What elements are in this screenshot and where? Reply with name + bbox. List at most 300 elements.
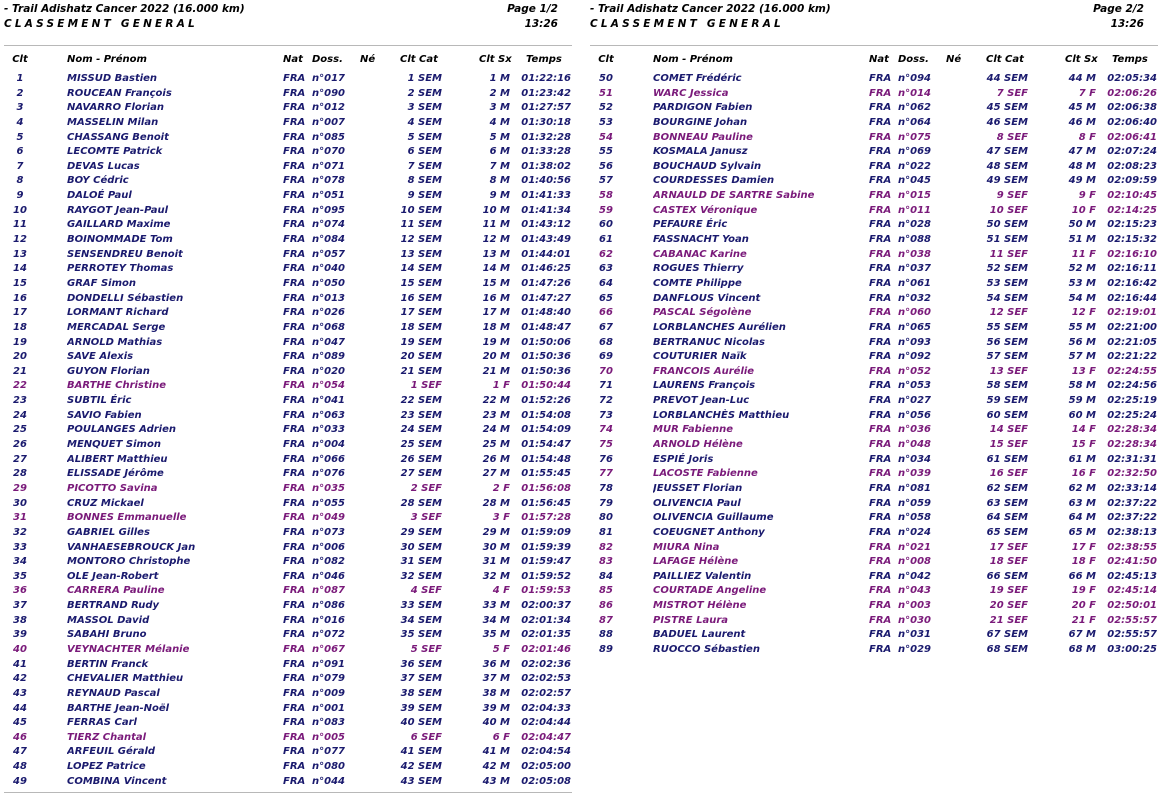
results-page-1 [0, 0, 575, 795]
cell-cat: 53 SEM [986, 277, 1028, 289]
table-row [586, 643, 1161, 658]
cell-nat: FRA [283, 365, 306, 377]
cell-doss: n°041 [312, 395, 345, 407]
cell-doss: n°074 [312, 219, 345, 231]
cell-nom: BARTHE Jean-Noël [67, 702, 170, 714]
table-row [586, 174, 1161, 189]
cell-doss: n°011 [898, 204, 931, 216]
table-row [586, 116, 1161, 131]
cell-sx: 10 M [482, 204, 510, 216]
cell-sx: 47 M [1068, 146, 1096, 158]
cell-temps: 02:25:19 [1107, 395, 1157, 407]
table-row [586, 541, 1161, 556]
cell-sx: 65 M [1068, 526, 1096, 538]
cell-cat: 4 SEM [407, 116, 442, 128]
cell-doss: n°077 [312, 746, 345, 758]
cell-clt: 38 [13, 614, 27, 626]
table-row [0, 116, 575, 131]
cell-nat: FRA [283, 775, 306, 787]
cell-nat: FRA [869, 219, 892, 231]
cell-sx: 48 M [1068, 160, 1096, 172]
print-time: 13:26 [524, 18, 558, 30]
table-row [0, 336, 575, 351]
col-nom: Nom - Prénom [67, 54, 147, 65]
cell-nat: FRA [283, 497, 306, 509]
cell-nom: TIERZ Chantal [67, 731, 147, 743]
cell-nom: SENSENDREU Benoit [67, 248, 183, 260]
cell-nom: BOY Cédric [67, 175, 129, 187]
cell-sx: 8 M [489, 175, 510, 187]
cell-sx: 25 M [482, 439, 510, 451]
cell-cat: 18 SEF [989, 556, 1028, 568]
cell-temps: 02:21:00 [1107, 321, 1157, 333]
cell-sx: 20 M [482, 351, 510, 363]
cell-clt: 69 [599, 351, 613, 363]
cell-doss: n°055 [312, 497, 345, 509]
cell-sx: 3 F [492, 512, 510, 524]
cell-nom: PISTRE Laura [653, 614, 729, 626]
cell-nat: FRA [283, 585, 306, 597]
cell-temps: 01:55:45 [521, 468, 571, 480]
cell-doss: n°059 [898, 497, 931, 509]
cell-clt: 1 [16, 73, 24, 84]
cell-cat: 65 SEM [986, 526, 1028, 538]
cell-nat: FRA [869, 292, 892, 304]
table-row [586, 497, 1161, 512]
cell-temps: 01:54:08 [521, 409, 571, 421]
table-row [0, 379, 575, 394]
cell-nom: MIURA Nina [653, 541, 720, 553]
table-row [586, 160, 1161, 175]
cell-sx: 23 M [482, 409, 510, 421]
table-row [586, 599, 1161, 614]
cell-doss: n°032 [898, 292, 931, 304]
cell-temps: 01:50:44 [521, 380, 571, 392]
table-row [586, 277, 1161, 292]
col-sx: Clt Sx [479, 54, 512, 65]
cell-nat: FRA [869, 277, 892, 289]
cell-nat: FRA [283, 717, 306, 729]
cell-clt: 24 [13, 409, 27, 421]
table-row [586, 423, 1161, 438]
cell-clt: 34 [13, 556, 27, 568]
cell-sx: 50 M [1068, 219, 1096, 231]
cell-cat: 19 SEM [400, 336, 442, 348]
cell-nat: FRA [869, 439, 892, 451]
cell-temps: 01:33:28 [521, 146, 571, 158]
cell-nat: FRA [283, 380, 306, 392]
cell-cat: 46 SEM [986, 116, 1028, 128]
cell-nom: DANFLOUS Vincent [653, 292, 761, 304]
cell-cat: 19 SEF [989, 585, 1028, 597]
cell-nom: GABRIEL Gilles [67, 526, 150, 538]
cell-sx: 57 M [1068, 351, 1096, 363]
cell-nat: FRA [283, 526, 306, 538]
cell-doss: n°049 [312, 512, 345, 524]
cell-nom: PREVOT Jean-Luc [653, 395, 750, 407]
cell-nat: FRA [283, 409, 306, 421]
cell-nat: FRA [283, 219, 306, 231]
cell-nat: FRA [869, 204, 892, 216]
cell-nat: FRA [283, 73, 306, 84]
cell-doss: n°075 [898, 131, 931, 143]
cell-temps: 02:06:41 [1107, 131, 1157, 143]
cell-sx: 5 M [489, 131, 510, 143]
cell-nom: PASCAL Ségolène [653, 307, 752, 319]
table-row [0, 497, 575, 512]
cell-clt: 7 [16, 160, 24, 172]
header-divider [4, 45, 572, 46]
cell-nat: FRA [869, 512, 892, 524]
cell-temps: 01:50:36 [521, 365, 571, 377]
cell-cat: 2 SEM [407, 87, 442, 99]
cell-clt: 77 [599, 468, 613, 480]
cell-cat: 7 SEF [996, 87, 1028, 99]
table-row [0, 628, 575, 643]
cell-nom: WARC Jessica [653, 87, 729, 99]
cell-doss: n°057 [312, 248, 345, 260]
table-row [0, 321, 575, 336]
cell-doss: n°035 [312, 482, 345, 494]
cell-nom: FERRAS Carl [67, 717, 137, 729]
col-doss: Doss. [312, 54, 343, 65]
cell-nat: FRA [283, 292, 306, 304]
cell-sx: 67 M [1068, 629, 1096, 641]
cell-clt: 50 [599, 73, 613, 84]
cell-sx: 9 M [489, 190, 510, 202]
cell-temps: 02:10:45 [1107, 190, 1157, 202]
cell-nom: ARNAULD DE SARTRE Sabine [653, 190, 815, 202]
cell-nom: ELISSADE Jérôme [67, 468, 164, 480]
cell-temps: 02:05:08 [521, 775, 571, 787]
cell-temps: 01:46:25 [521, 263, 571, 275]
cell-temps: 02:45:14 [1107, 585, 1157, 597]
cell-temps: 02:04:44 [521, 717, 571, 729]
cell-doss: n°078 [312, 175, 345, 187]
cell-cat: 2 SEF [410, 482, 442, 494]
table-row [586, 87, 1161, 102]
cell-sx: 54 M [1068, 292, 1096, 304]
cell-nat: FRA [283, 570, 306, 582]
cell-nat: FRA [869, 629, 892, 641]
table-row [586, 72, 1161, 87]
cell-doss: n°014 [898, 87, 931, 99]
cell-clt: 29 [13, 482, 27, 494]
cell-nat: FRA [283, 643, 306, 655]
cell-sx: 1 M [489, 73, 510, 84]
cell-clt: 26 [13, 439, 27, 451]
cell-cat: 56 SEM [986, 336, 1028, 348]
cell-nat: FRA [869, 351, 892, 363]
cell-clt: 31 [13, 512, 27, 524]
cell-temps: 01:47:26 [521, 277, 571, 289]
cell-nom: COMET Frédéric [653, 73, 742, 84]
cell-temps: 02:06:26 [1107, 87, 1157, 99]
cell-cat: 13 SEF [989, 365, 1028, 377]
cell-sx: 15 M [482, 277, 510, 289]
cell-clt: 2 [16, 87, 24, 99]
table-row [0, 541, 575, 556]
cell-nat: FRA [283, 512, 306, 524]
cell-nat: FRA [283, 600, 306, 612]
table-row [0, 716, 575, 731]
table-row [586, 233, 1161, 248]
cell-sx: 20 F [1071, 600, 1096, 612]
cell-temps: 01:47:27 [521, 292, 571, 304]
table-row [0, 292, 575, 307]
cell-cat: 27 SEM [400, 468, 442, 480]
cell-nat: FRA [869, 600, 892, 612]
cell-doss: n°065 [898, 321, 931, 333]
cell-nom: BONNEAU Pauline [653, 131, 753, 143]
print-time: 13:26 [1110, 18, 1144, 30]
col-ne: Né [946, 54, 962, 65]
cell-sx: 63 M [1068, 497, 1096, 509]
cell-doss: n°095 [312, 204, 345, 216]
cell-nom: ARNOLD Mathias [67, 336, 163, 348]
cell-sx: 45 M [1068, 102, 1096, 114]
cell-nat: FRA [869, 175, 892, 187]
cell-nom: ROUCEAN François [67, 87, 172, 99]
cell-doss: n°083 [312, 717, 345, 729]
cell-clt: 47 [13, 746, 27, 758]
cell-doss: n°006 [312, 541, 345, 553]
cell-cat: 61 SEM [986, 453, 1028, 465]
cell-sx: 21 F [1071, 614, 1096, 626]
cell-doss: n°033 [312, 424, 345, 436]
cell-nom: COMBINA Vincent [67, 775, 167, 787]
cell-nat: FRA [283, 614, 306, 626]
cell-cat: 64 SEM [986, 512, 1028, 524]
table-row [586, 365, 1161, 380]
cell-sx: 2 F [492, 482, 510, 494]
cell-nat: FRA [869, 395, 892, 407]
cell-cat: 40 SEM [400, 717, 442, 729]
cell-clt: 43 [13, 687, 27, 699]
cell-nom: CHASSANG Benoit [67, 131, 169, 143]
race-title: - Trail Adishatz Cancer 2022 (16.000 km) [4, 3, 245, 15]
cell-nat: FRA [869, 131, 892, 143]
cell-cat: 5 SEM [407, 131, 442, 143]
cell-clt: 33 [13, 541, 27, 553]
cell-nom: LECOMTE Patrick [67, 146, 163, 158]
cell-nat: FRA [283, 351, 306, 363]
table-row [0, 423, 575, 438]
cell-doss: n°091 [312, 658, 345, 670]
cell-sx: 66 M [1068, 570, 1096, 582]
cell-nom: PEFAURE Éric [653, 219, 728, 231]
cell-nat: FRA [283, 321, 306, 333]
cell-cat: 57 SEM [986, 351, 1028, 363]
cell-nom: CABANAC Karine [653, 248, 747, 260]
cell-doss: n°043 [898, 585, 931, 597]
cell-doss: n°056 [898, 409, 931, 421]
page-number: Page 2/2 [1093, 3, 1144, 15]
cell-sx: 18 F [1071, 556, 1096, 568]
cell-sx: 38 M [482, 687, 510, 699]
cell-nom: LORMANT Richard [67, 307, 169, 319]
cell-temps: 01:59:53 [521, 585, 571, 597]
cell-nat: FRA [283, 146, 306, 158]
cell-cat: 42 SEM [400, 761, 442, 773]
cell-cat: 47 SEM [986, 146, 1028, 158]
cell-doss: n°061 [898, 277, 931, 289]
cell-cat: 17 SEM [400, 307, 442, 319]
cell-nat: FRA [283, 87, 306, 99]
ranking-subtitle: CLASSEMENT GENERAL [590, 18, 784, 30]
cell-temps: 02:16:42 [1107, 277, 1157, 289]
cell-temps: 02:01:35 [521, 629, 571, 641]
cell-nom: BOINOMMADE Tom [67, 234, 173, 246]
cell-cat: 32 SEM [400, 570, 442, 582]
cell-cat: 34 SEM [400, 614, 442, 626]
cell-cat: 6 SEF [410, 731, 442, 743]
cell-clt: 54 [599, 131, 613, 143]
cell-temps: 02:28:34 [1107, 439, 1157, 451]
cell-sx: 12 M [482, 234, 510, 246]
cell-clt: 60 [599, 219, 613, 231]
cell-nat: FRA [869, 585, 892, 597]
cell-temps: 02:05:00 [521, 761, 571, 773]
cell-nat: FRA [869, 248, 892, 260]
cell-sx: 55 M [1068, 321, 1096, 333]
cell-temps: 02:16:10 [1107, 248, 1157, 260]
table-row [0, 570, 575, 585]
col-nat: Nat [869, 54, 889, 65]
cell-clt: 3 [16, 102, 24, 114]
cell-sx: 61 M [1068, 453, 1096, 465]
cell-doss: n°067 [312, 643, 345, 655]
cell-temps: 01:54:47 [521, 439, 571, 451]
cell-doss: n°089 [312, 351, 345, 363]
cell-nom: POULANGES Adrien [67, 424, 177, 436]
cell-clt: 45 [13, 717, 27, 729]
cell-nom: CARRERA Pauline [67, 585, 165, 597]
cell-temps: 01:41:34 [521, 204, 571, 216]
table-row [0, 745, 575, 760]
cell-doss: n°004 [312, 439, 345, 451]
cell-cat: 5 SEF [410, 643, 442, 655]
cell-cat: 7 SEM [407, 160, 442, 172]
cell-doss: n°039 [898, 468, 931, 480]
table-row [586, 379, 1161, 394]
cell-temps: 02:08:23 [1107, 160, 1157, 172]
cell-doss: n°054 [312, 380, 345, 392]
cell-nat: FRA [869, 146, 892, 158]
cell-sx: 59 M [1068, 395, 1096, 407]
cell-cat: 23 SEM [400, 409, 442, 421]
cell-clt: 14 [13, 263, 27, 275]
column-headers [0, 53, 575, 67]
cell-nom: MONTORO Christophe [67, 556, 191, 568]
cell-cat: 25 SEM [400, 439, 442, 451]
cell-temps: 01:40:56 [521, 175, 571, 187]
cell-nom: COURDESSES Damien [653, 175, 775, 187]
cell-doss: n°036 [898, 424, 931, 436]
cell-clt: 15 [13, 277, 27, 289]
cell-clt: 12 [13, 234, 27, 246]
cell-nom: ARNOLD Hélène [653, 439, 743, 451]
cell-sx: 41 M [482, 746, 510, 758]
cell-temps: 01:50:36 [521, 351, 571, 363]
cell-clt: 82 [599, 541, 613, 553]
cell-doss: n°008 [898, 556, 931, 568]
table-row [0, 672, 575, 687]
table-row [586, 292, 1161, 307]
cell-clt: 32 [13, 526, 27, 538]
cell-clt: 49 [13, 775, 27, 787]
cell-sx: 4 M [489, 116, 510, 128]
cell-clt: 52 [599, 102, 613, 114]
cell-temps: 02:14:25 [1107, 204, 1157, 216]
cell-doss: n°053 [898, 380, 931, 392]
table-row [0, 760, 575, 775]
col-clt: Clt [598, 54, 614, 65]
cell-sx: 6 F [492, 731, 510, 743]
table-row [0, 72, 575, 87]
cell-nom: PICOTTO Savina [67, 482, 158, 494]
cell-sx: 17 M [482, 307, 510, 319]
cell-sx: 34 M [482, 614, 510, 626]
cell-cat: 68 SEM [986, 643, 1028, 655]
table-row [586, 321, 1161, 336]
cell-clt: 81 [599, 526, 613, 538]
cell-nat: FRA [283, 131, 306, 143]
cell-sx: 56 M [1068, 336, 1096, 348]
cell-clt: 71 [599, 380, 613, 392]
cell-doss: n°079 [312, 673, 345, 685]
cell-temps: 01:56:08 [521, 482, 571, 494]
cell-clt: 13 [13, 248, 27, 260]
cell-clt: 76 [599, 453, 613, 465]
cell-sx: 62 M [1068, 482, 1096, 494]
cell-temps: 02:37:22 [1107, 497, 1157, 509]
cell-nat: FRA [869, 263, 892, 275]
cell-temps: 02:24:56 [1107, 380, 1157, 392]
cell-nat: FRA [869, 87, 892, 99]
cell-temps: 02:02:36 [521, 658, 571, 670]
cell-cat: 29 SEM [400, 526, 442, 538]
cell-cat: 37 SEM [400, 673, 442, 685]
cell-clt: 16 [13, 292, 27, 304]
cell-clt: 61 [599, 234, 613, 246]
cell-doss: n°048 [898, 439, 931, 451]
cell-clt: 67 [599, 321, 613, 333]
cell-clt: 48 [13, 761, 27, 773]
table-row [586, 262, 1161, 277]
cell-temps: 01:56:45 [521, 497, 571, 509]
cell-cat: 14 SEM [400, 263, 442, 275]
table-row [0, 438, 575, 453]
cell-clt: 27 [13, 453, 27, 465]
cell-cat: 22 SEM [400, 395, 442, 407]
table-row [586, 453, 1161, 468]
cell-sx: 27 M [482, 468, 510, 480]
results-table [586, 72, 1161, 658]
cell-clt: 8 [16, 175, 24, 187]
cell-sx: 60 M [1068, 409, 1096, 421]
cell-temps: 02:06:40 [1107, 116, 1157, 128]
table-row [0, 87, 575, 102]
cell-clt: 86 [599, 600, 613, 612]
table-row [0, 658, 575, 673]
cell-nom: BERTRAND Rudy [67, 600, 160, 612]
cell-clt: 11 [13, 219, 27, 231]
cell-temps: 02:07:24 [1107, 146, 1157, 158]
cell-cat: 58 SEM [986, 380, 1028, 392]
table-row [586, 438, 1161, 453]
cell-sx: 51 M [1068, 234, 1096, 246]
